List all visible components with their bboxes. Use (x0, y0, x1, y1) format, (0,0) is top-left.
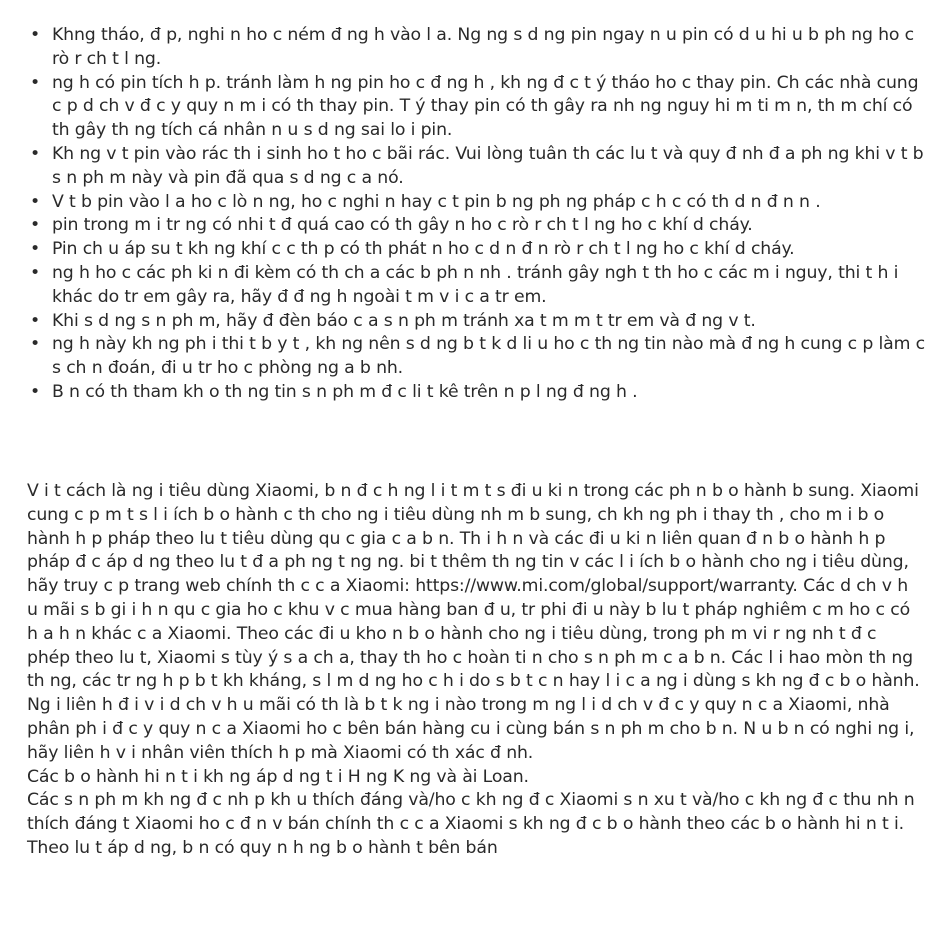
bullet-item: • pin trong m i tr ng có nhi t đ quá cao có th gây n ho c rò r ch t l ng ho c khí d cháy. (30, 214, 925, 238)
safety-bullet-list (30, 24, 925, 405)
bullet-item: • Pin ch u áp su t kh ng khí c c th p có th phát n ho c d n đ n rò r ch t l ng ho c khí d cháy. (30, 238, 925, 262)
bullet-item: • Khi s d ng s n ph m, hãy đ đèn báo c a s n ph m tránh xa t m m t tr em và đ ng v t. (30, 310, 925, 334)
bullet-item: • B n có th tham kh o th ng tin s n ph m đ c li t kê trên n p l ng đ ng h . (30, 381, 925, 405)
warranty-paragraph: V i t cách là ng i tiêu dùng Xiaomi, b n đ c h ng l i t m t s đi u ki n trong các ph n b o hành b sung. Xiaomi cung c p m t s l i ích b o hành c th cho ng i tiêu dùng nh m b sung, ch kh ng ph i thay th , cho m i b o hành h p pháp theo lu t tiêu dùng qu c gia c a b n. Th i h n và các đi u ki n liên quan đ n b o hành h p pháp đ c áp d ng theo lu t đ a ph ng t ng ng. bi t thêm th ng tin v các l i ích b o hành cho ng i tiêu dùng, hãy truy c p trang web chính th c c a Xiaomi: https://www.mi.com/global/support/warranty. Các d ch v h u mãi s b gi i h n qu c gia ho c khu v c mua hàng ban đ u, tr phi đi u này b lu t pháp nghiêm c m ho c có h a h n khác c a Xiaomi. Theo các đi u kho n b o hành cho ng i tiêu dùng, trong ph m vi r ng nh t đ c phép theo lu t, Xiaomi s tùy ý s a ch a, thay th ho c hoàn ti n cho s n ph m c a b n. Các l i hao mòn th ng th ng, các tr ng h p b t kh kháng, s l m d ng ho c h i do s b t c n hay l i c a ng i dùng s kh ng đ c b o hành. Ng i liên h đ i v i d ch v h u mãi có th là b t k ng i nào trong m ng l i d ch v đ c y quy n c a Xiaomi, nhà phân ph i đ c y quy n c a Xiaomi ho c bên bán hàng cu i cùng bán s n ph m cho b n. N u b n có nghi ng i, hãy liên h v i nhân viên thích h p mà Xiaomi có th xác đ nh. (27, 481, 920, 763)
warranty-paragraph: Các s n ph m kh ng đ c nh p kh u thích đáng và/ho c kh ng đ c Xiaomi s n xu t và/ho c kh ng đ c thu nh n thích đáng t Xiaomi ho c đ n v bán chính th c c a Xiaomi s kh ng đ c b o hành theo các b o hành hi n t i. Theo lu t áp d ng, b n có quy n h ng b o hành t bên bán (27, 790, 915, 858)
warranty-section (27, 480, 922, 861)
bullet-item: • Khng tháo, đ p, nghi n ho c ném đ ng h vào l a. Ng ng s d ng pin ngay n u pin có d u hi u b ph ng ho c rò r ch t l ng. (30, 24, 925, 72)
bullet-item: • ng h ho c các ph ki n đi kèm có th ch a các b ph n nh . tránh gây ngh t th ho c các m i nguy, thi t h i khác do tr em gây ra, hãy đ đ ng h ngoài t m v i c a tr em. (30, 262, 925, 310)
warranty-paragraph: Các b o hành hi n t i kh ng áp d ng t i H ng K ng và ài Loan. (27, 766, 529, 787)
bullet-item: • Kh ng v t pin vào rác th i sinh ho t ho c bãi rác. Vui lòng tuân th các lu t và quy đ nh đ a ph ng khi v t b s n ph m này và pin đã qua s d ng c a nó. (30, 143, 925, 191)
bullet-item: • ng h có pin tích h p. tránh làm h ng pin ho c đ ng h , kh ng đ c t ý tháo ho c thay pin. Ch các nhà cung c p d ch v đ c y quy n m i có th thay pin. T ý thay pin có th gây ra nh ng nguy hi m ti m n, th m chí có th gây th ng tích cá nhân n u s d ng sai lo i pin. (30, 72, 925, 143)
bullet-item: • ng h này kh ng ph i thi t b y t , kh ng nên s d ng b t k d li u ho c th ng tin nào mà đ ng h cung c p làm c s ch n đoán, đi u tr ho c phòng ng a b nh. (30, 333, 925, 381)
bullet-item: • V t b pin vào l a ho c lò n ng, ho c nghi n hay c t pin b ng ph ng pháp c h c có th d n đ n n . (30, 191, 925, 215)
